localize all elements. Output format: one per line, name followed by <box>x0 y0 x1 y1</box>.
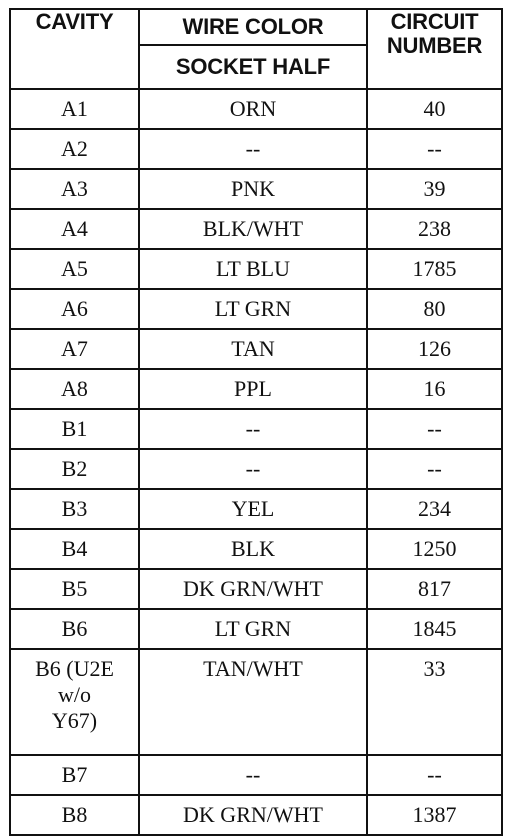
circuit-number-header <box>367 9 502 89</box>
table-row <box>10 489 502 529</box>
cavity-cell: A4 <box>10 209 139 249</box>
cavity-cell: A2 <box>10 129 139 169</box>
wire-color-cell: LT BLU <box>139 249 367 289</box>
wire-color-cell: PPL <box>139 369 367 409</box>
circuit-number-cell: -- <box>367 449 502 489</box>
cavity-cell: B2 <box>10 449 139 489</box>
circuit-number-cell: 1250 <box>367 529 502 569</box>
wire-color-cell: DK GRN/WHT <box>139 795 367 835</box>
table-row <box>10 649 502 755</box>
table-row <box>10 209 502 249</box>
circuit-number-cell: 80 <box>367 289 502 329</box>
table-body <box>10 89 502 835</box>
table-row <box>10 529 502 569</box>
wire-color-cell: LT GRN <box>139 289 367 329</box>
cavity-cell: B3 <box>10 489 139 529</box>
cavity-cell: B8 <box>10 795 139 835</box>
cavity-cell <box>10 649 139 755</box>
wire-color-cell: LT GRN <box>139 609 367 649</box>
table-row <box>10 795 502 835</box>
wire-color-cell: PNK <box>139 169 367 209</box>
cavity-line: w/o <box>58 682 91 707</box>
circuit-number-cell: -- <box>367 409 502 449</box>
table-row <box>10 289 502 329</box>
table-header <box>10 9 502 89</box>
cavity-cell: B5 <box>10 569 139 609</box>
cavity-cell: A8 <box>10 369 139 409</box>
cavity-cell: B7 <box>10 755 139 795</box>
cavity-cell: B6 <box>10 609 139 649</box>
table-row <box>10 755 502 795</box>
pinout-table <box>9 8 503 836</box>
cavity-line: B6 (U2E <box>35 656 114 681</box>
wire-color-cell: BLK <box>139 529 367 569</box>
cavity-cell: A5 <box>10 249 139 289</box>
table-row <box>10 369 502 409</box>
wire-color-cell: -- <box>139 409 367 449</box>
wire-color-cell: DK GRN/WHT <box>139 569 367 609</box>
wire-color-header: WIRE COLOR <box>139 9 367 45</box>
circuit-number-cell: 126 <box>367 329 502 369</box>
circuit-header-line2: NUMBER <box>386 33 483 58</box>
table-row <box>10 249 502 289</box>
circuit-number-cell: 238 <box>367 209 502 249</box>
table-row <box>10 129 502 169</box>
wire-color-cell: -- <box>139 755 367 795</box>
circuit-number-cell: 16 <box>367 369 502 409</box>
wire-color-cell: TAN/WHT <box>139 649 367 755</box>
circuit-number-cell: 817 <box>367 569 502 609</box>
wire-color-cell: BLK/WHT <box>139 209 367 249</box>
cavity-cell: B1 <box>10 409 139 449</box>
table-row <box>10 89 502 129</box>
connector-pinout-sheet <box>9 8 501 830</box>
wire-color-cell: ORN <box>139 89 367 129</box>
table-row <box>10 569 502 609</box>
wire-color-cell: TAN <box>139 329 367 369</box>
table-row <box>10 409 502 449</box>
circuit-number-cell: -- <box>367 129 502 169</box>
circuit-number-cell: 33 <box>367 649 502 755</box>
table-row <box>10 329 502 369</box>
cavity-cell: A3 <box>10 169 139 209</box>
cavity-cell: B4 <box>10 529 139 569</box>
socket-half-header: SOCKET HALF <box>139 45 367 89</box>
table-row <box>10 169 502 209</box>
cavity-header: CAVITY <box>10 9 139 89</box>
circuit-header-line1: CIRCUIT <box>390 9 479 34</box>
table-row <box>10 449 502 489</box>
wire-color-cell: YEL <box>139 489 367 529</box>
cavity-cell: A7 <box>10 329 139 369</box>
circuit-number-cell: 1845 <box>367 609 502 649</box>
circuit-number-cell: 39 <box>367 169 502 209</box>
circuit-number-cell: 1785 <box>367 249 502 289</box>
circuit-number-cell: -- <box>367 755 502 795</box>
wire-color-cell: -- <box>139 129 367 169</box>
circuit-number-cell: 40 <box>367 89 502 129</box>
cavity-cell: A1 <box>10 89 139 129</box>
circuit-number-cell: 1387 <box>367 795 502 835</box>
cavity-line: Y67) <box>51 708 98 733</box>
circuit-number-cell: 234 <box>367 489 502 529</box>
wire-color-cell: -- <box>139 449 367 489</box>
table-row <box>10 609 502 649</box>
cavity-cell: A6 <box>10 289 139 329</box>
